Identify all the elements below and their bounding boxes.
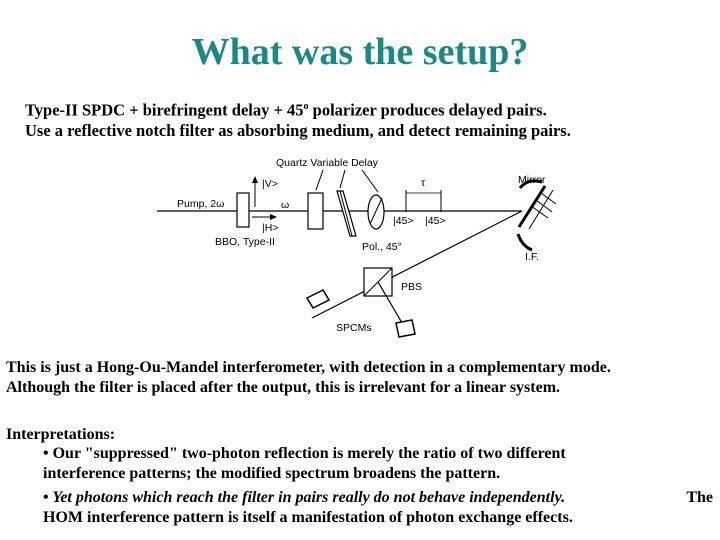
bbo-label: BBO, Type-II — [215, 236, 275, 248]
bullet-2 — [43, 488, 713, 528]
omega-label: ω — [281, 199, 290, 211]
mirror-label: Mirror — [518, 174, 546, 186]
return-beam-line — [312, 211, 522, 318]
intro-line-2: Use a reflective notch filter as absorbing medium, and detect remaining pairs. — [25, 120, 571, 140]
if-label: I.F. — [525, 251, 540, 263]
mirror-filter — [519, 186, 556, 229]
pbs-label: PBS — [401, 281, 423, 293]
bullet-2-line-2: HOM interference pattern is itself a manifestation of photon exchange effects. — [43, 509, 573, 526]
bullet-2-the-word: The — [686, 489, 713, 506]
hom-line-1: This is just a Hong-Ou-Mandel interferometer, with detection in a complementary mode. — [6, 359, 611, 376]
ket45-right: |45> — [425, 215, 446, 227]
bullet-marker: • — [43, 445, 49, 462]
bullet-1-line-1: • Our "suppressed" two-photon reflection is merely the ratio of two different — [43, 445, 566, 462]
v-label: |V> — [262, 178, 278, 190]
ket45-left: |45> — [393, 215, 414, 227]
setup-diagram — [0, 150, 720, 350]
hom-paragraph — [6, 358, 716, 398]
pol-label: Pol., 45° — [362, 241, 402, 253]
tau-label: τ — [421, 177, 426, 189]
pump-label: Pump, 2ω — [177, 198, 225, 210]
intro-text — [25, 97, 715, 141]
spcm-detector-1 — [307, 290, 329, 308]
bullet-2-line-1: • Yet photons which reach the filter in pairs really do not behave independently. — [43, 489, 566, 506]
bullet-marker: • — [43, 489, 49, 506]
quartz-pointer-2 — [340, 170, 345, 188]
interpretations-heading: Interpretations: — [6, 426, 116, 443]
h-polarization-arrow — [252, 214, 277, 220]
bullet-1 — [43, 444, 713, 484]
spcm-detector-2 — [396, 320, 415, 337]
intro-line-1: Type-II SPDC + birefringent delay + $45^o$ polarizer produces delayed pairs. — [25, 100, 547, 120]
quartz-block-1 — [308, 193, 323, 229]
bbo-crystal — [237, 193, 249, 227]
hom-line-2: Although the filter is placed after the output, this is irrelevant for a linear system. — [6, 379, 561, 396]
bullet-1-line-2: interference patterns; the modified spectrum broadens the pattern. — [43, 465, 501, 482]
tau-delay-marker — [406, 190, 441, 212]
quartz-wedge-line — [340, 191, 352, 236]
h-label: |H> — [262, 222, 279, 234]
spcm-label: SPCMs — [336, 322, 372, 334]
v-polarization-arrow — [252, 176, 258, 207]
quartz-label: Quartz Variable Delay — [276, 157, 378, 169]
slide-title: What was the setup? — [191, 31, 529, 73]
filter-detector-lower — [518, 234, 532, 250]
quartz-pointer-3 — [362, 170, 378, 192]
quartz-pointer-1 — [316, 170, 323, 190]
